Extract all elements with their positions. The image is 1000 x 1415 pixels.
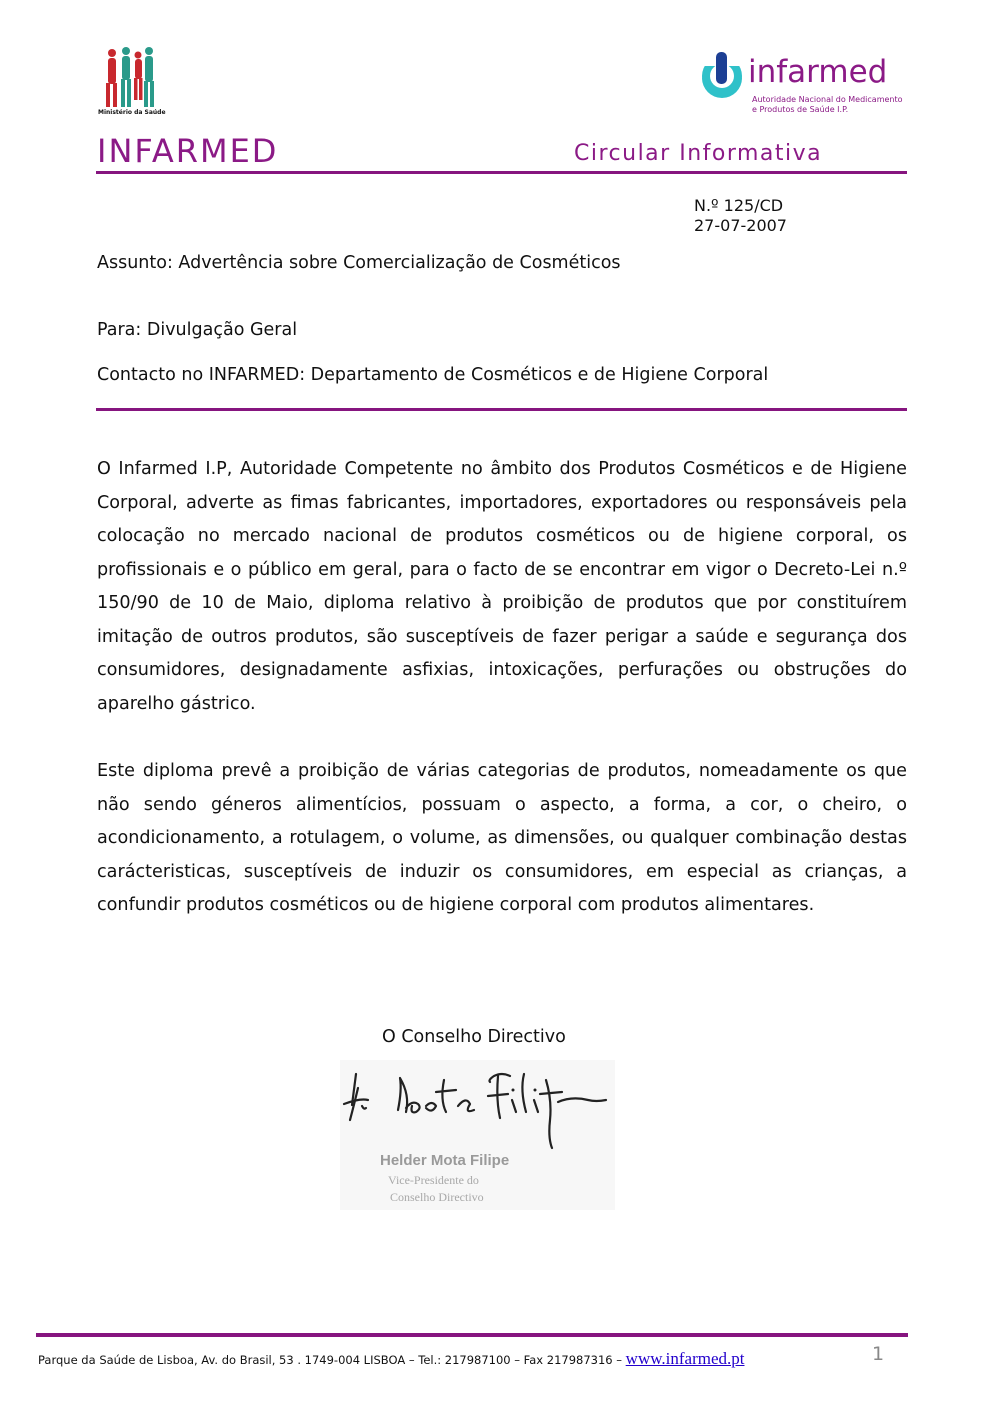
signature-title: O Conselho Directivo (382, 1027, 566, 1047)
handwritten-signature (340, 1060, 615, 1155)
footer-address (38, 1349, 744, 1369)
ministry-caption: Ministério da Saúde (98, 109, 166, 116)
audience-line: Para: Divulgação Geral (97, 320, 298, 340)
footer-address-text: Parque da Saúde de Lisboa, Av. do Brasil, 53 . 1749-004 LISBOA – Tel.: 217987100 – Fax 217987316 – (38, 1353, 626, 1367)
infarmed-logo-subtitle-2: e Produtos de Saúde I.P. (752, 105, 849, 114)
page-number: 1 (872, 1343, 885, 1365)
ministry-logo (100, 45, 160, 117)
stamp-role: Vice-Presidente do (388, 1173, 479, 1187)
brand-title: INFARMED (97, 132, 279, 170)
stamp-name: Helder Mota Filipe (380, 1152, 510, 1169)
contact-line: Contacto no INFARMED: Departamento de Cosméticos e de Higiene Corporal (97, 365, 769, 385)
website-link[interactable]: www.infarmed.pt (625, 1349, 745, 1368)
infarmed-logo-icon (697, 50, 747, 100)
circular-number: N.º 125/CD (694, 196, 784, 215)
footer-rule (36, 1333, 908, 1337)
body-paragraph-2: Este diploma prevê a proibição de várias categorias de produtos, nomeadamente os que não sendo géneros alimentícios, possuam o aspecto, a forma, a cor, o cheiro, o acondicionamento, a rotulagem, o volume, as dimensões, ou qualquer combinação destas carácteristicas, susceptíveis de induzir os consumidores, em especial as crianças, a confundir produtos cosméticos ou de higiene corporal com produtos alimentares. (97, 761, 907, 915)
body-paragraph-1: O Infarmed I.P, Autoridade Competente no âmbito dos Produtos Cosméticos e de Higiene Corporal, adverte as fimas fabricantes, importadores, exportadores ou responsáveis pela colocação no mercado nacional de produtos cosméticos ou de higiene corporal, os profissionais e o público em geral, para o facto de se encontrar em vigor o Decreto-Lei n.º 150/90 de 10 de Maio, diploma relativo à proibição de produtos que por constituírem imitação de outros produtos, são susceptíveis de fazer perigar a saúde e segurança dos consumidores, designadamente asfixias, intoxicações, perfurações ou obstruções do aparelho gástrico. (97, 459, 907, 714)
subject-line: Assunto: Advertência sobre Comercialização de Cosméticos (97, 253, 621, 273)
infarmed-logo-subtitle: Autoridade Nacional do Medicamento (752, 95, 903, 104)
document-type: Circular Informativa (574, 141, 823, 166)
header-rule (96, 171, 907, 174)
infarmed-logo-word: infarmed (748, 54, 888, 90)
stamp-role-2: Conselho Directivo (390, 1190, 484, 1204)
circular-date: 27-07-2007 (694, 216, 787, 235)
meta-rule (96, 408, 907, 411)
